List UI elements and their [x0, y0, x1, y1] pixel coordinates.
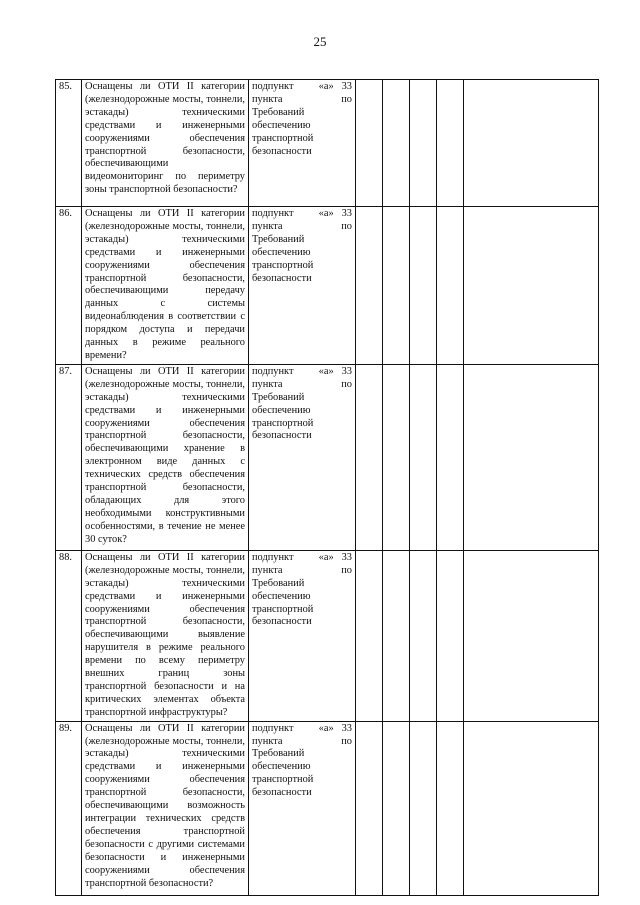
reference-number: 33 по [341, 81, 352, 105]
question-cell: Оснащены ли ОТИ II категории (железнодорожные мосты, тоннели, эстакады) техническими средствами и инженерными сооружениями обеспечения транспортной безопасности, обеспечивающими хранение в электронном виде данных с технических средств обеспечения транспортной безопасности, обладающих для этого необходимыми конструктивными особенностями, в течение не менее 30 суток? [82, 364, 249, 550]
row-number: 89. [56, 721, 82, 895]
reference-cell [249, 80, 356, 207]
reference-text: подпункт «а» пункта Требований обеспечению транспортной безопасности [252, 722, 334, 799]
notes-cell[interactable] [464, 80, 599, 207]
row-number: 87. [56, 364, 82, 550]
answer-cell-yes[interactable] [356, 207, 383, 365]
row-number: 85. [56, 80, 82, 207]
notes-cell[interactable] [464, 721, 599, 895]
reference-text: подпункт «а» пункта Требований обеспечению транспортной безопасности [252, 81, 334, 157]
row-number: 86. [56, 207, 82, 365]
notes-cell[interactable] [464, 207, 599, 365]
answer-cell-yes[interactable] [356, 364, 383, 550]
checklist-table [55, 79, 599, 896]
question-cell: Оснащены ли ОТИ II категории (железнодорожные мосты, тоннели, эстакады) техническими средствами и инженерными сооружениями обеспечения транспортной безопасности, обеспечивающими выявление нарушителя в режиме реального времени по всему периметру внешних границ зоны транспортной безопасности и на критических элементах объекта транспортной инфраструктуры? [82, 550, 249, 721]
reference-cell [249, 550, 356, 721]
answer-cell-na[interactable] [410, 364, 437, 550]
reference-number: 33 по [341, 722, 352, 747]
answer-cell-extra[interactable] [437, 80, 464, 207]
row-number: 88. [56, 550, 82, 721]
reference-cell [249, 364, 356, 550]
reference-number: 33 по [341, 208, 352, 232]
answer-cell-no[interactable] [383, 207, 410, 365]
answer-cell-no[interactable] [383, 721, 410, 895]
reference-number: 33 по [341, 551, 352, 576]
reference-cell [249, 207, 356, 365]
question-cell: Оснащены ли ОТИ II категории (железнодорожные мосты, тоннели, эстакады) техническими средствами и инженерными сооружениями обеспечения транспортной безопасности, обеспечивающими видеомониторинг по периметру зоны транспортной безопасности? [82, 80, 249, 207]
reference-text: подпункт «а» пункта Требований обеспечению транспортной безопасности [252, 365, 334, 442]
table-row [56, 207, 599, 365]
notes-cell[interactable] [464, 364, 599, 550]
answer-cell-no[interactable] [383, 364, 410, 550]
reference-text: подпункт «а» пункта Требований обеспечению транспортной безопасности [252, 551, 334, 628]
answer-cell-na[interactable] [410, 80, 437, 207]
answer-cell-yes[interactable] [356, 80, 383, 207]
notes-cell[interactable] [464, 550, 599, 721]
answer-cell-extra[interactable] [437, 550, 464, 721]
table-row [56, 550, 599, 721]
table-row [56, 364, 599, 550]
answer-cell-yes[interactable] [356, 550, 383, 721]
answer-cell-extra[interactable] [437, 721, 464, 895]
answer-cell-extra[interactable] [437, 364, 464, 550]
answer-cell-na[interactable] [410, 207, 437, 365]
answer-cell-na[interactable] [410, 721, 437, 895]
answer-cell-na[interactable] [410, 550, 437, 721]
question-cell: Оснащены ли ОТИ II категории (железнодорожные мосты, тоннели, эстакады) техническими средствами и инженерными сооружениями обеспечения транспортной безопасности, обеспечивающими передачу данных с системы видеонаблюдения в соответствии с порядком доступа и передачи данных в режиме реального времени? [82, 207, 249, 365]
answer-cell-yes[interactable] [356, 721, 383, 895]
reference-text: подпункт «а» пункта Требований обеспечению транспортной безопасности [252, 208, 334, 284]
page-number: 25 [313, 34, 327, 49]
answer-cell-extra[interactable] [437, 207, 464, 365]
question-cell: Оснащены ли ОТИ II категории (железнодорожные мосты, тоннели, эстакады) техническими средствами и инженерными сооружениями обеспечения транспортной безопасности, обеспечивающими возможность интеграции технических средств обеспечения транспортной безопасности с другими системами безопасности и инженерными сооружениями обеспечения транспортной безопасности? [82, 721, 249, 895]
answer-cell-no[interactable] [383, 550, 410, 721]
table-row [56, 721, 599, 895]
table-row [56, 80, 599, 207]
reference-cell [249, 721, 356, 895]
answer-cell-no[interactable] [383, 80, 410, 207]
reference-number: 33 по [341, 365, 352, 390]
